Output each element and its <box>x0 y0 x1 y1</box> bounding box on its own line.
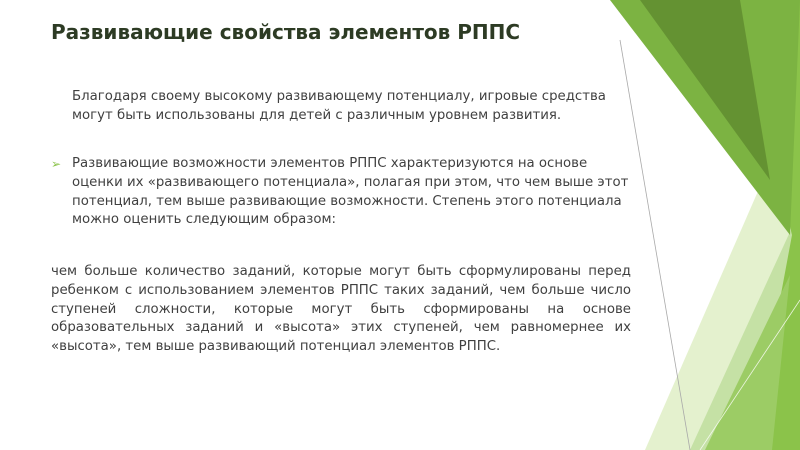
arrow-bullet-icon: ➢ <box>51 157 62 171</box>
body-paragraph: чем больше количество заданий, которые могут быть сформулированы перед ребенком с использованием элементов РППС таких заданий, чем больше число ступеней сложности, которые могут быть сформированы на основе образовательных заданий и «высота» этих ступеней, чем равномернее их «высота», тем выше развивающий потенциал элементов РППС. <box>51 264 631 355</box>
bullet-text-2: Развивающие возможности элементов РППС характеризуются на основе оценки их «развивающего потенциала», полагая при этом, что чем выше этот потенциал, тем выше развивающие возможности. Степень этого потенциала можно оценить следующим образом: <box>72 156 629 228</box>
slide-title: Развивающие свойства элементов РППС <box>51 20 521 44</box>
bullet-text-1: Благодаря своему высокому развивающему потенциалу, игровые средства могут быть использованы для детей с различным уровнем развития. <box>72 89 606 123</box>
